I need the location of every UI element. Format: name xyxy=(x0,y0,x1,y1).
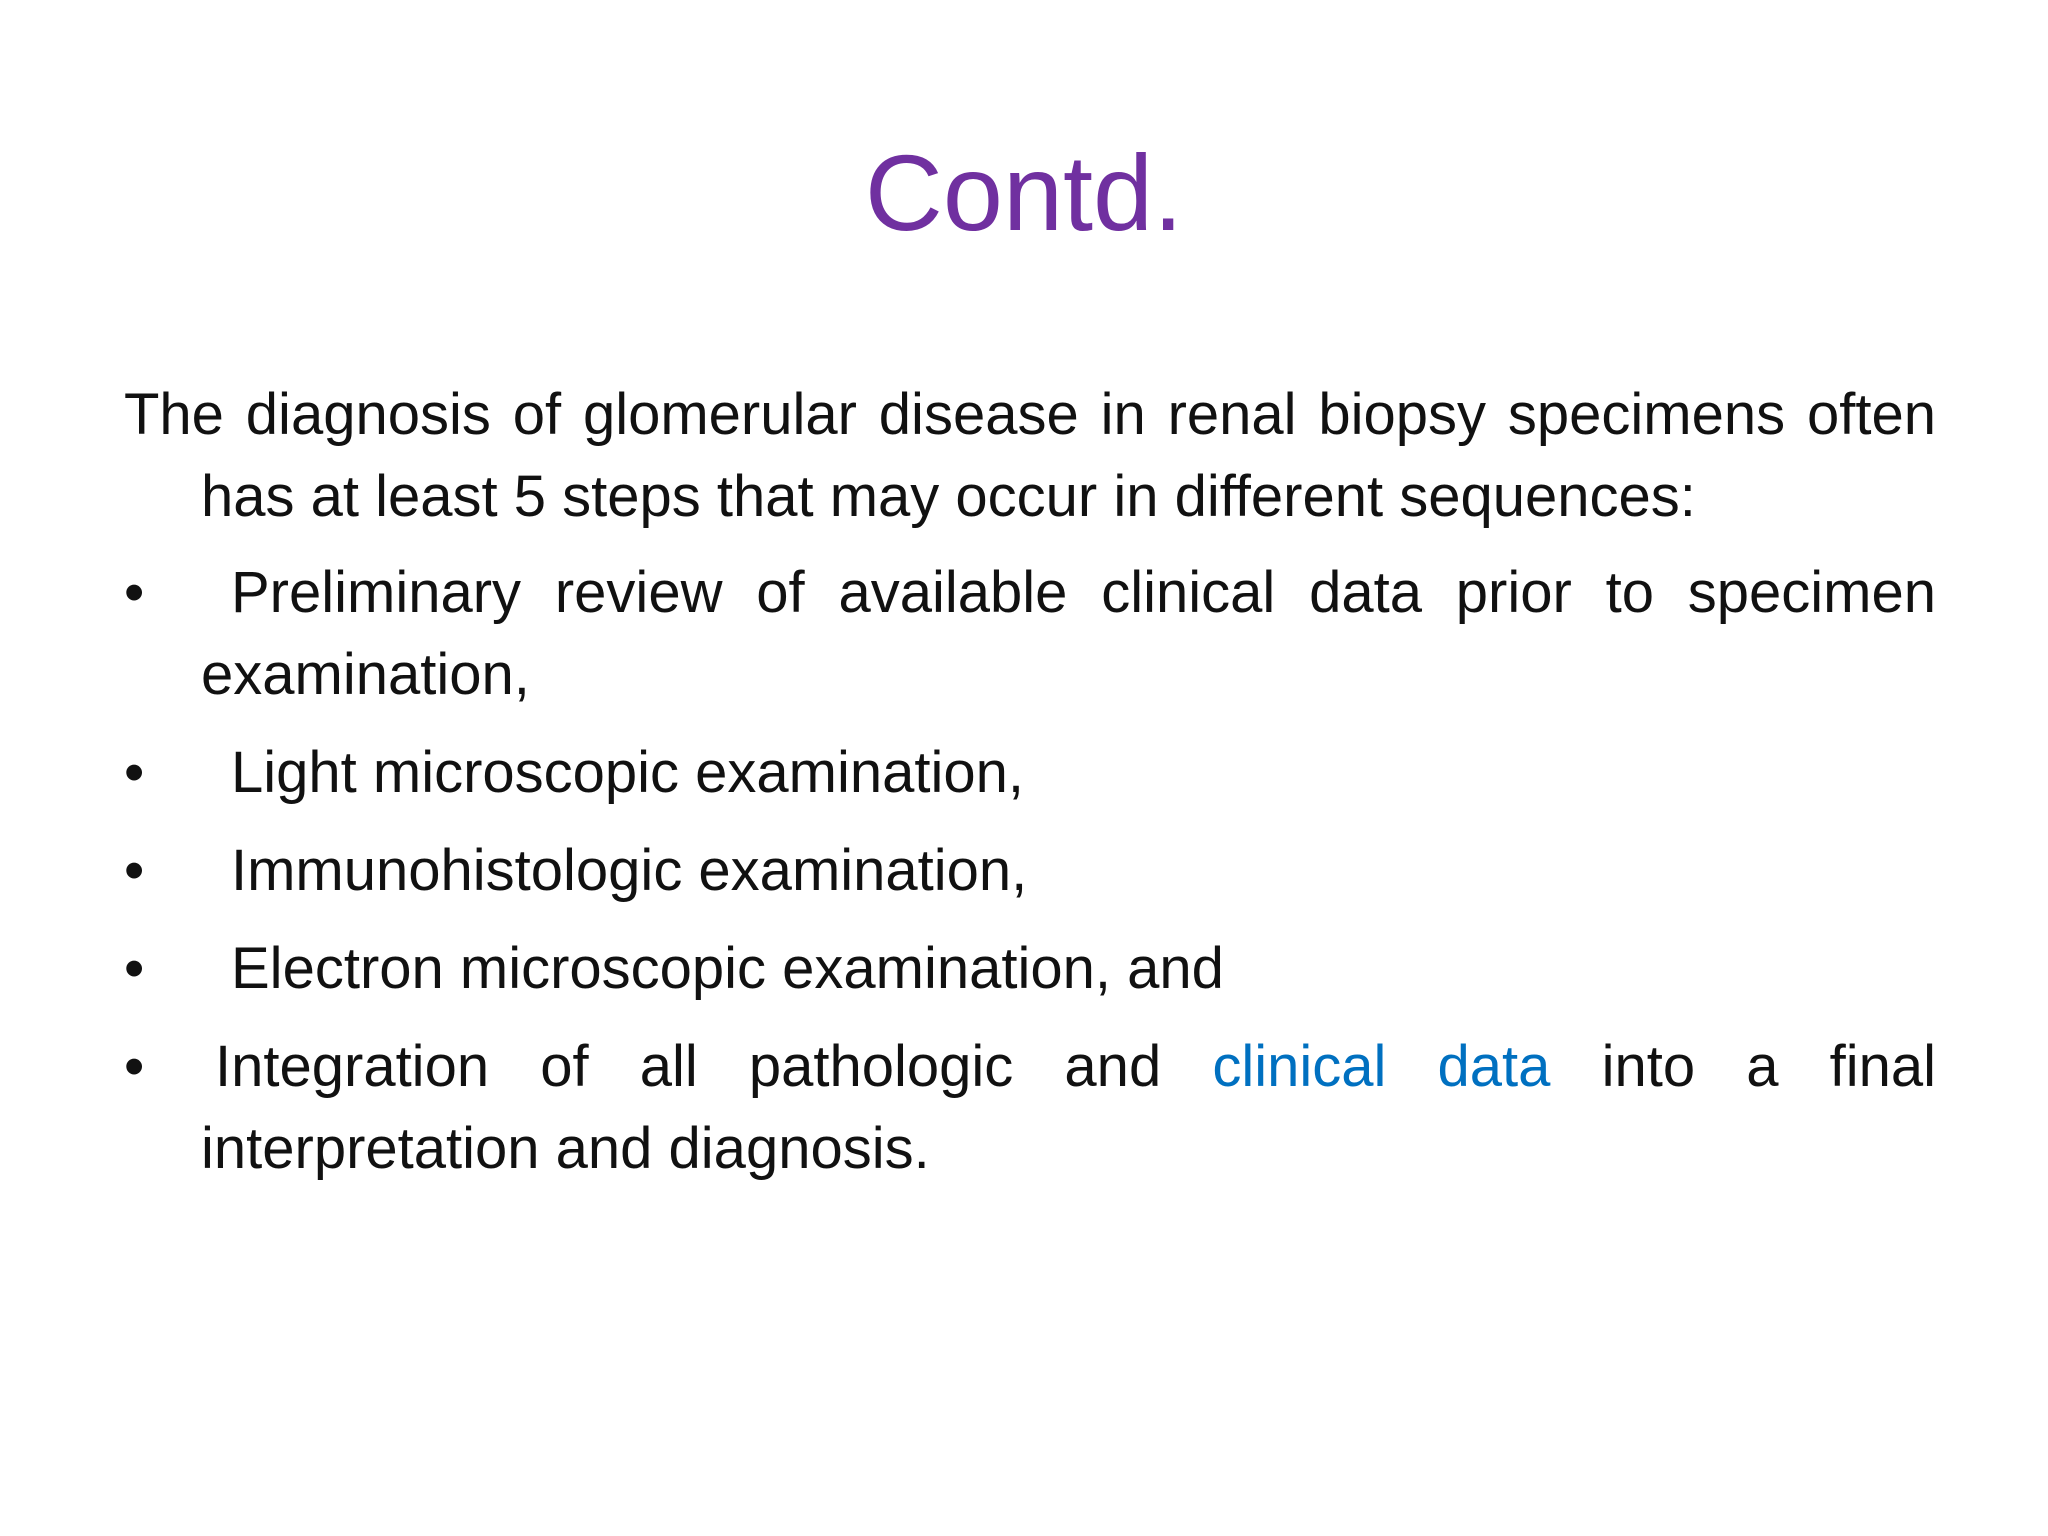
list-item xyxy=(124,928,1936,1010)
bullet-text: Electron microscopic examination, and xyxy=(231,936,1224,1001)
list-item xyxy=(124,552,1936,716)
list-item xyxy=(124,1026,1936,1190)
clinical-data-link[interactable]: clinical data xyxy=(1212,1034,1551,1099)
list-item xyxy=(124,732,1936,814)
slide-body xyxy=(124,374,1936,1190)
bullet-text-before-link: Integration of all pathologic and xyxy=(215,1034,1162,1099)
list-item xyxy=(124,830,1936,912)
bullet-icon: • xyxy=(124,838,145,903)
slide-title: Contd. xyxy=(864,132,1184,253)
steps-list xyxy=(124,552,1936,1190)
bullet-icon: • xyxy=(124,560,145,625)
intro-paragraph: The diagnosis of glomerular disease in renal biopsy specimens often has at least 5 steps that may occur in different sequences: xyxy=(124,382,1936,529)
bullet-text: Preliminary review of available clinical data prior to specimen examination, xyxy=(201,560,1936,707)
bullet-text-after-link: into a final interpretation and diagnosis. xyxy=(201,1034,1936,1181)
bullet-icon: • xyxy=(124,936,145,1001)
bullet-icon: • xyxy=(124,740,145,805)
bullet-text: Light microscopic examination, xyxy=(231,740,1025,805)
bullet-icon: • xyxy=(124,1034,145,1099)
bullet-text: Immunohistologic examination, xyxy=(231,838,1028,903)
